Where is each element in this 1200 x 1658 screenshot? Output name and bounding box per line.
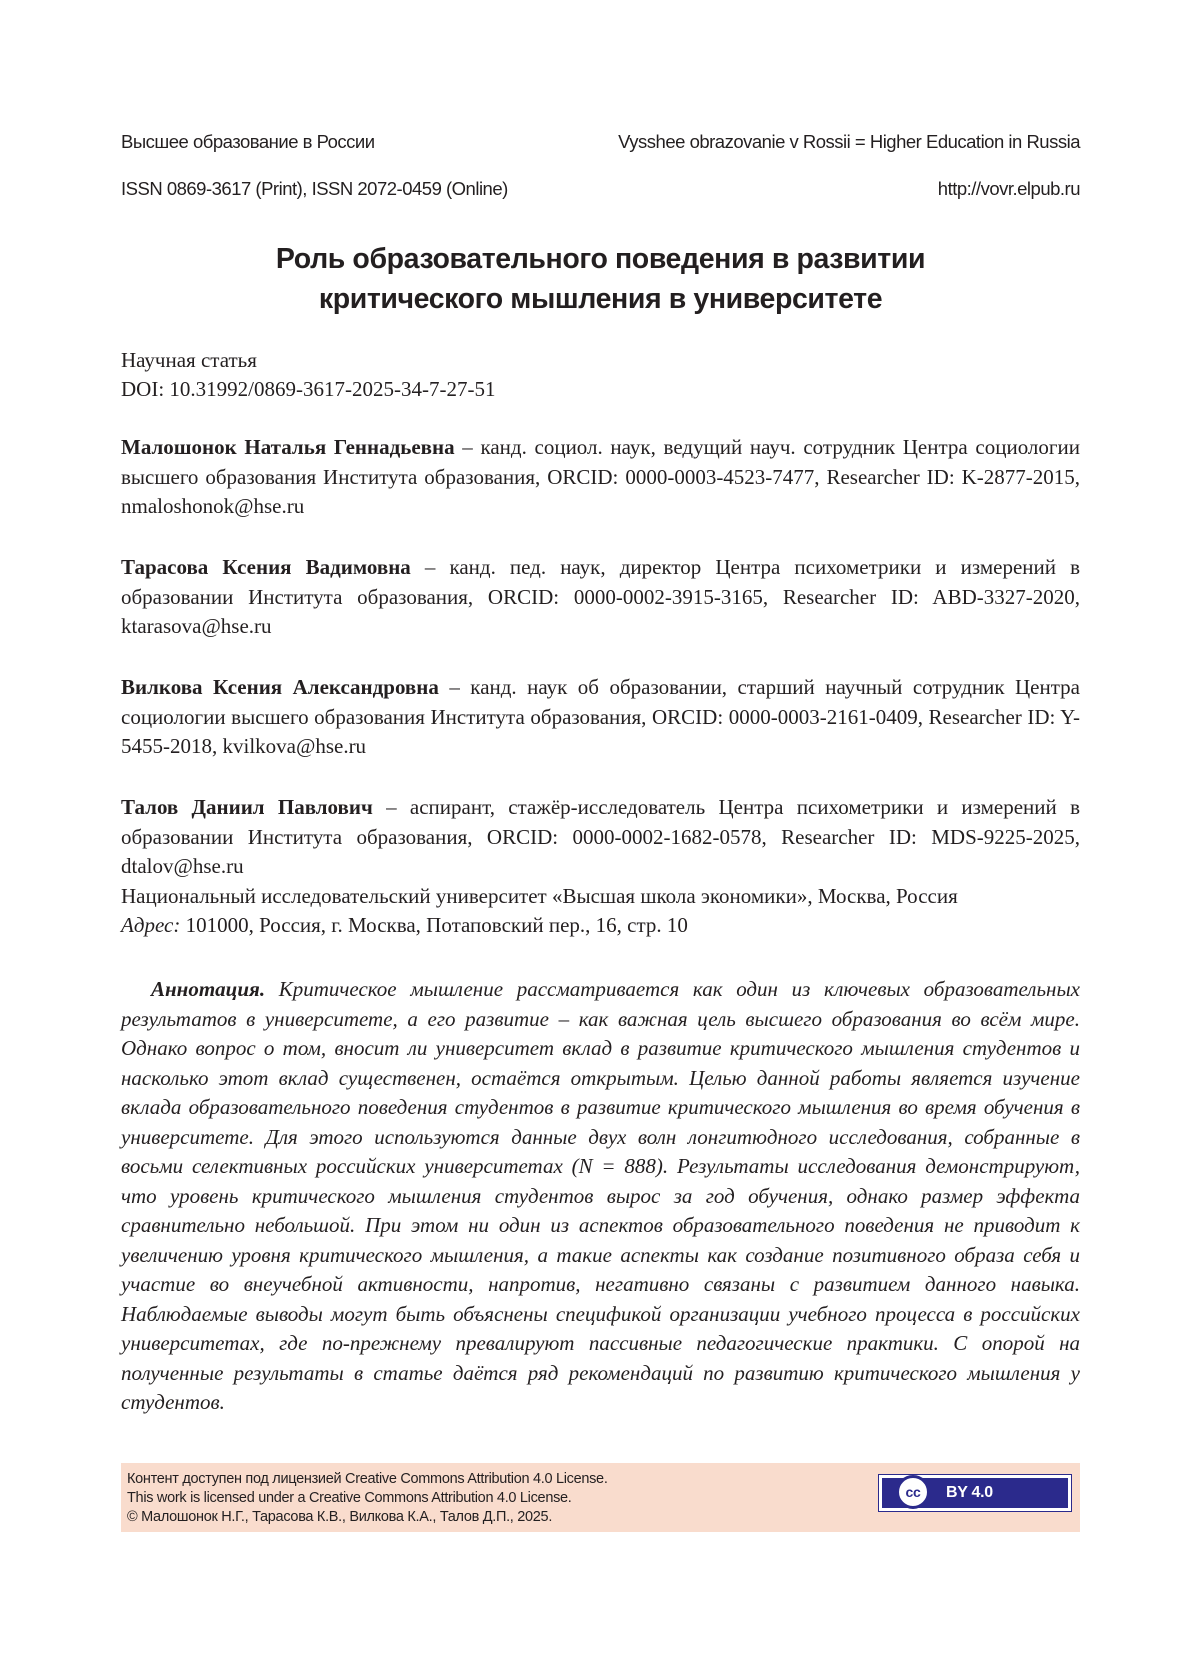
journal-title-en: Vysshee obrazovanie v Rossii = Higher Education in Russia xyxy=(618,131,1080,152)
address-value: 101000, Россия, г. Москва, Потаповский пер., 16, стр. 10 xyxy=(180,913,688,937)
author-block xyxy=(121,433,1080,522)
abstract-text: Критическое мышление рассматривается как один из ключевых образовательных результатов в университете, а его развитие – как важная цель высшего образования во всём мире. Однако вопрос о том, вносит ли университет вклад в развитие критического мышления студентов и насколько этот вклад существенен, остаётся открытым. Целью данной работы является изучение вклада образовательного поведения студентов в развитие критического мышления во время обучения в университете. Для этого используются данные двух волн лонгитюдного исследования, собранные в восьми селективных российских университетах (N = 888). Результаты исследования демонстрируют, что уровень критического мышления студентов вырос за год обучения, однако размер эффекта сравнительно небольшой. При этом ни один из аспектов образовательного поведения не приводит к увеличению уровня критического мышления, а такие аспекты как создание позитивного образа себя и участие во внеучебной активности, напротив, негативно связаны с развитием данного навыка. Наблюдаемые выводы могут быть объяснены спецификой организации учебного процесса в российских университетах, где по-прежнему превалируют пассивные педагогические практики. С опорой на полученные результаты в статье даётся ряд рекомендаций по развитию критического мышления у студентов. xyxy=(121,977,1080,1414)
doi[interactable]: DOI: 10.31992/0869-3617-2025-34-7-27-51 xyxy=(121,377,496,401)
author-info: – аспирант, стажёр-исследователь Центра психометрики и измерений в образовании Института образования, ORCID: 0000-0002-1682-0578, Researcher ID: MDS-9225-2025, dtalov@hse.ru xyxy=(121,795,1080,878)
author-info: – канд. социол. наук, ведущий науч. сотрудник Центра социологии высшего образования Института образования, ORCID: 0000-0003-4523-7477, Researcher ID: K-2877-2015, nmaloshonok@hse.ru xyxy=(121,435,1081,518)
author-name: Вилкова Ксения Александровна xyxy=(121,675,439,699)
author-info: – канд. пед. наук, директор Центра психометрики и измерений в образовании Института образования, ORCID: 0000-0002-3915-3165, Researcher ID: ABD-3327-2020, ktarasova@hse.ru xyxy=(121,555,1080,638)
license-text xyxy=(127,1470,608,1527)
article-title-line-2: критического мышления в университете xyxy=(318,283,883,315)
author-block xyxy=(121,673,1080,762)
journal-url[interactable]: http://vovr.elpub.ru xyxy=(937,178,1080,199)
address xyxy=(121,911,1080,941)
author-name: Тарасова Ксения Вадимовна xyxy=(121,555,411,579)
address-label: Адрес: xyxy=(121,913,181,937)
license-box xyxy=(121,1463,1080,1532)
author-block xyxy=(121,793,1080,941)
author-block xyxy=(121,553,1080,642)
cc-badge-background xyxy=(882,1478,1068,1508)
creative-commons-icon: cc xyxy=(896,1475,930,1509)
author-info: – канд. наук об образовании, старший научный сотрудник Центра социологии высшего образования Института образования, ORCID: 0000-0003-2161-0409, Researcher ID: Y-5455-2018, kvilkova@hse.ru xyxy=(121,675,1080,758)
author-name: Малошонок Наталья Геннадьевна xyxy=(121,435,455,459)
cc-badge-label: BY 4.0 xyxy=(946,1484,993,1501)
issn-header xyxy=(121,178,1080,200)
cc-by-license-badge[interactable] xyxy=(878,1474,1072,1512)
abstract xyxy=(121,975,1080,1418)
copyright-line: © Малошонок Н.Г., Тарасова К.В., Вилкова К.А., Талов Д.П., 2025. xyxy=(127,1509,553,1525)
license-line-en: This work is licensed under a Creative Commons Attribution 4.0 License. xyxy=(127,1490,572,1506)
author-name: Талов Даниил Павлович xyxy=(121,795,373,819)
article-title xyxy=(121,239,1080,319)
abstract-label: Аннотация. xyxy=(151,977,266,1001)
issn: ISSN 0869-3617 (Print), ISSN 2072-0459 (Online) xyxy=(121,178,508,199)
journal-title-ru: Высшее образование в России xyxy=(121,131,375,152)
article-type: Научная статья xyxy=(121,348,257,372)
affiliation: Национальный исследовательский университет «Высшая школа экономики», Москва, Россия xyxy=(121,883,958,908)
running-header xyxy=(121,131,1080,153)
article-meta xyxy=(121,346,495,404)
article-title-line-1: Роль образовательного поведения в развитии xyxy=(275,243,926,275)
license-line-ru: Контент доступен под лицензией Creative Commons Attribution 4.0 License. xyxy=(127,1471,608,1487)
